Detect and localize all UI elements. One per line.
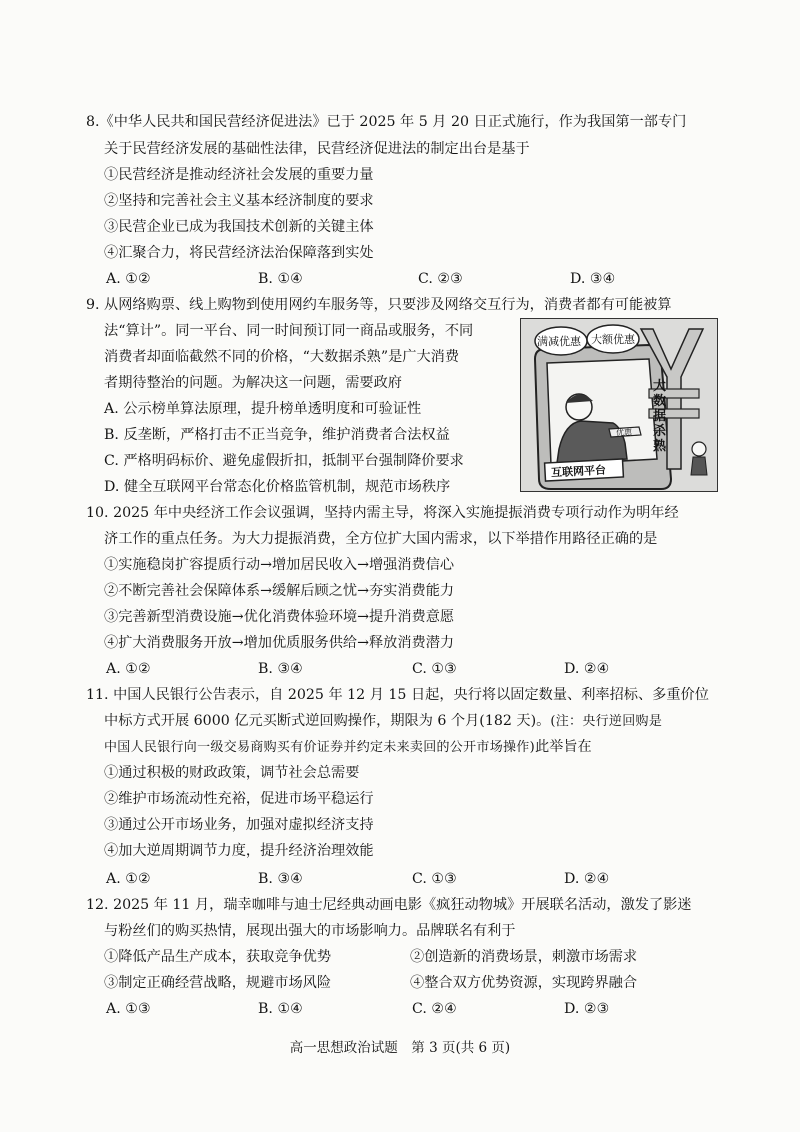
q11-stem-line-1: 11. 中国人民银行公告表示，自 2025 年 12 月 15 日起，央行将以固定数量、利率招标、多重价位 bbox=[86, 687, 709, 703]
q11-option-c[interactable]: C. ①③ bbox=[412, 871, 457, 887]
q10-item-2: ②不断完善社会保障体系→缓解后顾之忧→夯实消费能力 bbox=[104, 583, 455, 599]
cartoon-bubble-2: 大额优惠 bbox=[591, 333, 635, 346]
q11-item-1: ①通过积极的财政政策，调节社会总需要 bbox=[104, 765, 360, 781]
q10-item-4: ④扩大消费服务开放→增加优质服务供给→释放消费潜力 bbox=[104, 635, 455, 651]
q9-option-c[interactable]: C. 严格明码标价、避免虚假折扣，抵制平台强制降价要求 bbox=[104, 453, 464, 469]
q12-item-4: ④整合双方优势资源，实现跨界融合 bbox=[410, 975, 638, 991]
cartoon-tower-text: 大数据杀熟 bbox=[653, 379, 667, 454]
big-data-pricing-cartoon bbox=[520, 318, 718, 492]
q9-option-b[interactable]: B. 反垄断，严格打击不正当竞争，维护消费者合法权益 bbox=[104, 427, 450, 443]
q12-item-1: ①降低产品生产成本，获取竞争优势 bbox=[104, 949, 332, 965]
q12-item-2: ②创造新的消费场景，刺激市场需求 bbox=[410, 949, 638, 965]
q11-option-d[interactable]: D. ②④ bbox=[564, 871, 610, 887]
q10-stem-line-2: 济工作的重点任务。为大力提振消费，全方位扩大国内需求，以下举措作用路径正确的是 bbox=[104, 531, 658, 547]
q10-option-c[interactable]: C. ①③ bbox=[412, 661, 457, 677]
q8-item-4: ④汇聚合力，将民营经济法治保障落到实处 bbox=[104, 245, 374, 261]
q11-stem-text: 中标方式开展 6000 亿元买断式逆回购操作，期限为 6 个月(182 天)。 bbox=[104, 713, 551, 729]
q8-item-1: ①民营经济是推动经济社会发展的重要力量 bbox=[104, 167, 374, 183]
q11-stem-end: 此举旨在 bbox=[534, 739, 592, 755]
q10-item-1: ①实施稳岗扩容提质行动→增加居民收入→增强消费信心 bbox=[104, 557, 455, 573]
cartoon-bubble-1: 满减优惠 bbox=[537, 335, 581, 348]
q11-item-4: ④加大逆周期调节力度，提升经济治理效能 bbox=[104, 843, 374, 859]
q10-option-b[interactable]: B. ③④ bbox=[258, 661, 303, 677]
q9-stem-line-3: 消费者却面临截然不同的价格，“大数据杀熟”是广大消费 bbox=[104, 349, 460, 365]
page-footer: 高一思想政治试题 第 3 页(共 6 页) bbox=[289, 1040, 511, 1056]
q9-option-d[interactable]: D. 健全互联网平台常态化价格监管机制，规范市场秩序 bbox=[104, 479, 451, 495]
q11-note-start: (注：央行逆回购是 bbox=[550, 714, 663, 729]
q8-option-b[interactable]: B. ①④ bbox=[258, 271, 303, 287]
q8-item-2: ②坚持和完善社会主义基本经济制度的要求 bbox=[104, 193, 374, 209]
q12-option-b[interactable]: B. ①④ bbox=[258, 1001, 303, 1017]
q12-stem-line-2: 与粉丝们的购买热情，展现出强大的市场影响力。品牌联名有利于 bbox=[104, 923, 516, 939]
q12-option-c[interactable]: C. ②④ bbox=[412, 1001, 457, 1017]
q8-option-d[interactable]: D. ③④ bbox=[570, 271, 616, 287]
q10-option-a[interactable]: A. ①② bbox=[106, 661, 151, 677]
q11-option-a[interactable]: A. ①② bbox=[106, 871, 151, 887]
q10-item-3: ③完善新型消费设施→优化消费体验环境→提升消费意愿 bbox=[104, 609, 455, 625]
q11-note-end: 中国人民银行向一级交易商购买有价证券并约定未来卖回的公开市场操作) bbox=[104, 740, 535, 755]
q8-item-3: ③民营企业已成为我国技术创新的关键主体 bbox=[104, 219, 374, 235]
q9-stem-line-4: 者期待整治的问题。为解决这一问题，需要政府 bbox=[104, 375, 402, 391]
q10-stem-line-1: 10. 2025 年中央经济工作会议强调，坚持内需主导，将深入实施提振消费专项行动作为明年经 bbox=[86, 505, 679, 521]
q8-stem-line-2: 关于民营经济发展的基础性法律，民营经济促进法的制定出台是基于 bbox=[104, 141, 530, 157]
q8-option-a[interactable]: A. ①② bbox=[106, 271, 151, 287]
q12-option-a[interactable]: A. ①③ bbox=[106, 1001, 151, 1017]
q11-stem-line-3 bbox=[104, 736, 592, 759]
q9-option-a[interactable]: A. 公示榜单算法原理，提升榜单透明度和可验证性 bbox=[104, 401, 422, 417]
q12-item-3: ③制定正确经营战略，规避市场风险 bbox=[104, 975, 332, 991]
cartoon-tag: 优惠 bbox=[616, 428, 632, 437]
q12-option-d[interactable]: D. ②③ bbox=[564, 1001, 610, 1017]
q10-option-d[interactable]: D. ②④ bbox=[564, 661, 610, 677]
q9-stem-line-1: 9. 从网络购票、线上购物到使用网约车服务等，只要涉及网络交互行为，消费者都有可能被算 bbox=[86, 297, 672, 313]
q8-option-c[interactable]: C. ②③ bbox=[418, 271, 463, 287]
q11-item-2: ②维护市场流动性充裕，促进市场平稳运行 bbox=[104, 791, 374, 807]
q9-stem-line-2: 法“算计”。同一平台、同一时间预订同一商品或服务，不同 bbox=[104, 323, 474, 339]
q12-stem-line-1: 12. 2025 年 11 月，瑞幸咖啡与迪士尼经典动画电影《疯狂动物城》开展联名活动，激发了影迷 bbox=[86, 897, 692, 913]
cartoon-sign: 互联网平台 bbox=[550, 463, 607, 480]
q8-stem-line-1: 8.《中华人民共和国民营经济促进法》已于 2025 年 5 月 20 日正式施行，作为我国第一部专门 bbox=[86, 114, 687, 130]
q11-item-3: ③通过公开市场业务，加强对虚拟经济支持 bbox=[104, 817, 374, 833]
q11-stem-line-2 bbox=[104, 710, 662, 733]
q11-option-b[interactable]: B. ③④ bbox=[258, 871, 303, 887]
